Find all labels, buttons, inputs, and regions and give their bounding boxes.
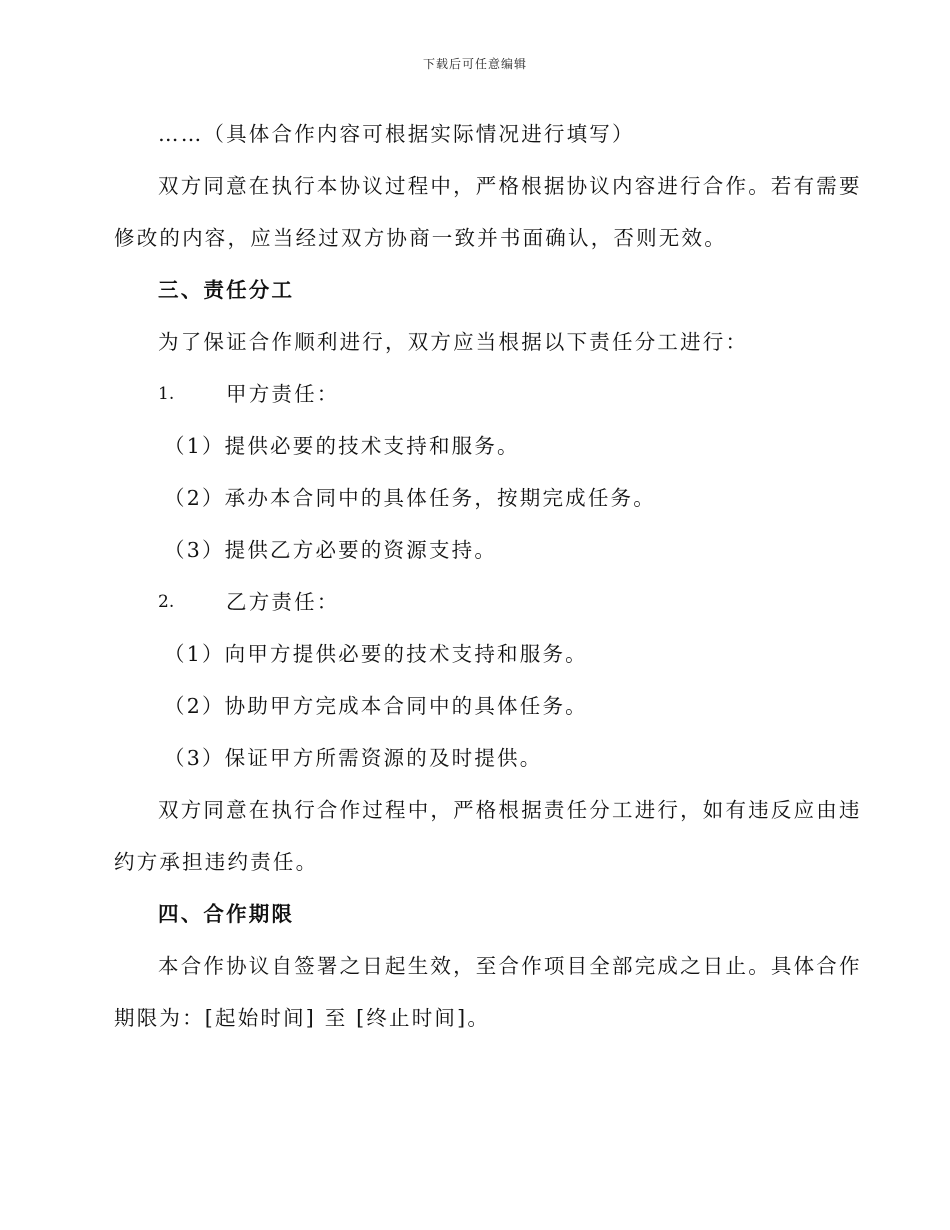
- section-heading-term: 四、合作期限: [158, 902, 295, 926]
- paragraph-term: [114, 940, 862, 1044]
- item-number: 1.: [158, 384, 175, 404]
- paragraph-agreement-execution: [114, 160, 862, 264]
- paragraph-line: 约方承担违约责任。: [114, 850, 319, 874]
- sub-item: （3）保证甲方所需资源的及时提供。: [164, 746, 543, 770]
- sub-item: （2）承办本合同中的具体任务，按期完成任务。: [164, 486, 656, 510]
- sub-item: （2）协助甲方完成本合同中的具体任务。: [164, 694, 588, 718]
- paragraph-line: 本合作协议自签署之日起生效，至合作项目全部完成之日止。具体合作: [158, 954, 862, 978]
- paragraph-line: 双方同意在执行合作过程中，严格根据责任分工进行，如有违反应由违: [158, 798, 862, 822]
- paragraph-line: 双方同意在执行本协议过程中，严格根据协议内容进行合作。若有需要: [158, 174, 862, 198]
- item-number: 2.: [158, 592, 175, 612]
- sub-item: （1）提供必要的技术支持和服务。: [164, 434, 520, 458]
- sub-item: （3）提供乙方必要的资源支持。: [164, 538, 498, 562]
- paragraph-cooperation-content: ……（具体合作内容可根据实际情况进行填写）: [158, 122, 635, 146]
- numbered-item-party-a: [114, 368, 830, 420]
- paragraph-breach-liability: [114, 784, 862, 888]
- sub-item: （1）向甲方提供必要的技术支持和服务。: [164, 642, 588, 666]
- paragraph-line: 期限为：[起始时间] 至 [终止时间]。: [114, 1006, 491, 1030]
- section-heading-responsibilities: 三、责任分工: [158, 278, 295, 302]
- paragraph-line: 修改的内容，应当经过双方协商一致并书面确认，否则无效。: [114, 226, 727, 250]
- paragraph-responsibility-intro: 为了保证合作顺利进行，双方应当根据以下责任分工进行：: [158, 330, 749, 354]
- page-header: 下载后可任意编辑: [422, 57, 527, 71]
- numbered-item-party-b: [114, 576, 830, 628]
- document-body: [114, 108, 862, 1044]
- item-label: 乙方责任：: [226, 590, 340, 614]
- item-label: 甲方责任：: [226, 382, 340, 406]
